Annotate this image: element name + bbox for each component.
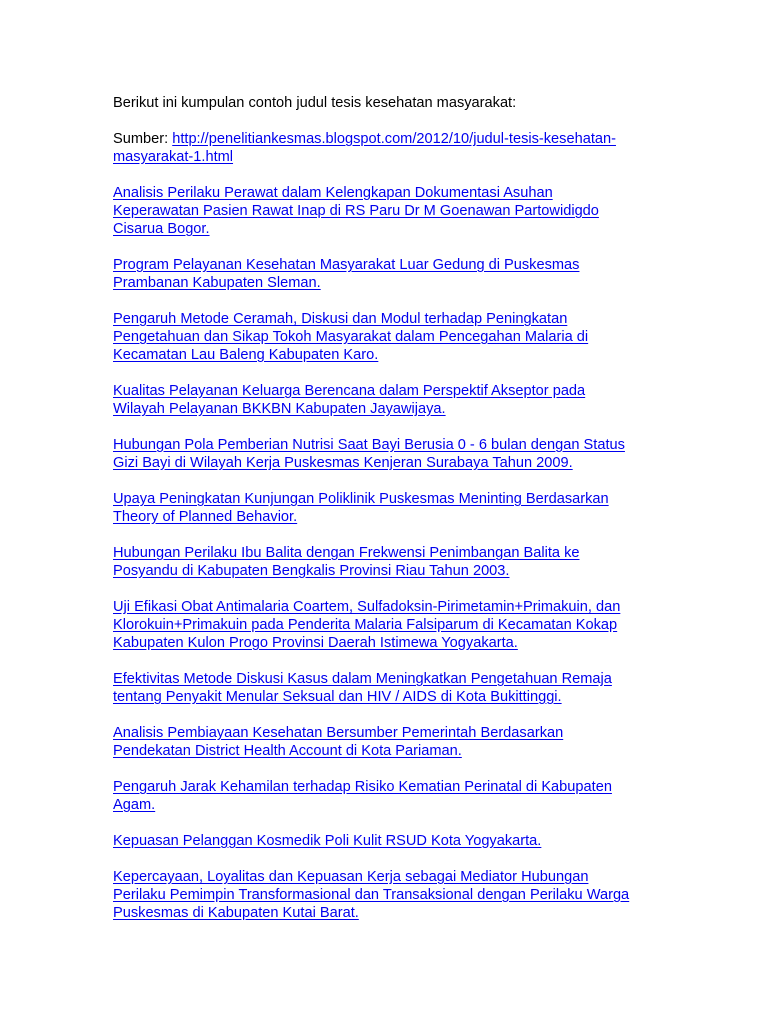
thesis-title-link[interactable]: Pengaruh Jarak Kehamilan terhadap Risiko Kematian Perinatal di Kabupaten Agam. <box>113 779 612 813</box>
source-label: Sumber: <box>113 131 173 147</box>
list-item <box>113 436 673 472</box>
thesis-title-list <box>113 184 673 922</box>
thesis-title-link[interactable]: Uji Efikasi Obat Antimalaria Coartem, Sulfadoksin-Pirimetamin+Primakuin, dan Klorokuin+Primakuin pada Penderita Malaria Falsiparum di Kecamatan Kokap Kabupaten Kulon Progo Provinsi Daerah Istimewa Yogyakarta. <box>113 599 621 651</box>
thesis-title-link[interactable]: Upaya Peningkatan Kunjungan Poliklinik Puskesmas Meninting Berdasarkan Theory of Planned Behavior. <box>113 491 609 525</box>
thesis-title-link[interactable]: Kepuasan Pelanggan Kosmedik Poli Kulit RSUD Kota Yogyakarta. <box>113 833 542 849</box>
list-item <box>113 382 673 418</box>
thesis-title-link[interactable]: Kualitas Pelayanan Keluarga Berencana dalam Perspektif Akseptor pada Wilayah Pelayanan BKKBN Kabupaten Jayawijaya. <box>113 383 586 417</box>
list-item <box>113 670 673 706</box>
thesis-title-link[interactable]: Analisis Perilaku Perawat dalam Kelengkapan Dokumentasi Asuhan Keperawatan Pasien Rawat Inap di RS Paru Dr M Goenawan Partowidigdo Cisarua Bogor. <box>113 185 599 237</box>
list-item <box>113 832 673 850</box>
list-item <box>113 256 673 292</box>
thesis-title-link[interactable]: Analisis Pembiayaan Kesehatan Bersumber Pemerintah Berdasarkan Pendekatan District Health Account di Kota Pariaman. <box>113 725 564 759</box>
source-line <box>113 130 673 166</box>
intro-text: Berikut ini kumpulan contoh judul tesis kesehatan masyarakat: <box>113 95 517 111</box>
list-item <box>113 184 673 238</box>
document-page <box>113 94 673 940</box>
thesis-title-link[interactable]: Hubungan Perilaku Ibu Balita dengan Frekwensi Penimbangan Balita ke Posyandu di Kabupaten Bengkalis Provinsi Riau Tahun 2003. <box>113 545 580 579</box>
list-item <box>113 868 673 922</box>
source-link[interactable]: http://penelitiankesmas.blogspot.com/2012/10/judul-tesis-kesehatan- masyarakat-1.html <box>113 131 616 165</box>
thesis-title-link[interactable]: Pengaruh Metode Ceramah, Diskusi dan Modul terhadap Peningkatan Pengetahuan dan Sikap Tokoh Masyarakat dalam Pencegahan Malaria di Kecamatan Lau Baleng Kabupaten Karo. <box>113 311 589 363</box>
list-item <box>113 724 673 760</box>
list-item <box>113 778 673 814</box>
thesis-title-link[interactable]: Program Pelayanan Kesehatan Masyarakat Luar Gedung di Puskesmas Prambanan Kabupaten Sleman. <box>113 257 580 291</box>
list-item <box>113 544 673 580</box>
thesis-title-link[interactable]: Efektivitas Metode Diskusi Kasus dalam Meningkatkan Pengetahuan Remaja tentang Penyakit Menular Seksual dan HIV / AIDS di Kota Bukittinggi. <box>113 671 612 705</box>
list-item <box>113 598 673 652</box>
list-item <box>113 310 673 364</box>
thesis-title-link[interactable]: Kepercayaan, Loyalitas dan Kepuasan Kerja sebagai Mediator Hubungan Perilaku Pemimpin Transformasional dan Transaksional dengan Perilaku Warga Puskesmas di Kabupaten Kutai Barat. <box>113 869 630 921</box>
list-item <box>113 490 673 526</box>
thesis-title-link[interactable]: Hubungan Pola Pemberian Nutrisi Saat Bayi Berusia 0 - 6 bulan dengan Status Gizi Bayi di Wilayah Kerja Puskesmas Kenjeran Surabaya Tahun 2009. <box>113 437 625 471</box>
